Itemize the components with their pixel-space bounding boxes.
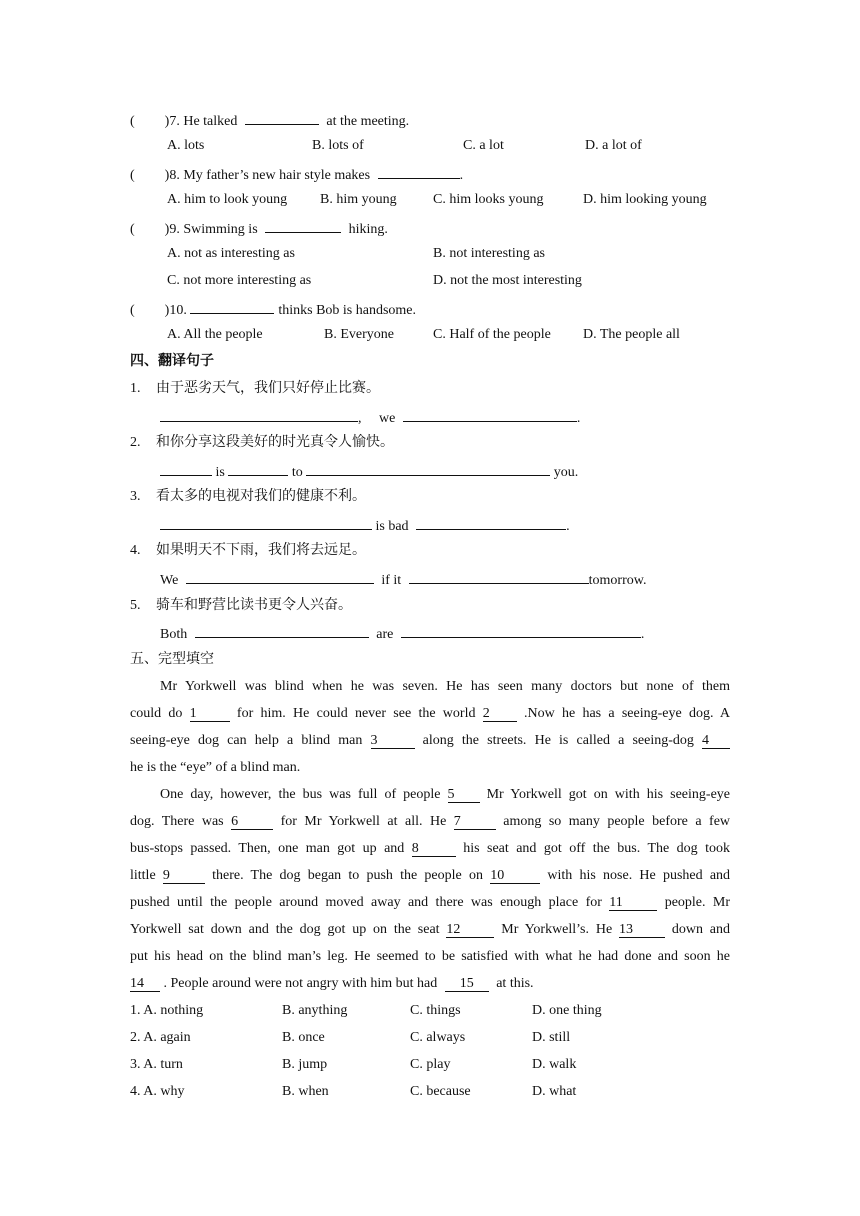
translation-answer-5 [160,623,644,644]
section-title-cloze: 五、完型填空 [130,651,214,667]
question-stem: He talked [183,114,238,129]
answer-word: is [215,465,225,480]
chinese-sentence: 骑车和野营比读书更令人兴奋。 [156,597,352,613]
answer-paren-close: ) [164,114,170,129]
answer-blank[interactable] [160,515,372,530]
question-stem: Swimming is [183,222,258,237]
answer-blank[interactable] [401,623,641,638]
cloze-text: could do [130,706,183,721]
cloze-option: C. always [410,1030,466,1045]
cloze-text: his seat and got off the bus. The dog took [463,841,731,856]
cloze-blank-2[interactable]: 2 [483,707,517,722]
cloze-line: Mr Yorkwell was blind when he was seven. He has seen many doctors but none of them [160,679,730,694]
item-number: 3. [130,489,141,504]
answer-blank[interactable] [245,110,319,125]
answer-blank[interactable] [416,515,566,530]
cloze-option: 3. A. turn [130,1057,183,1072]
cloze-option: B. once [282,1030,325,1045]
answer-blank[interactable] [190,299,274,314]
translation-item-2 [130,433,394,452]
question-8 [130,164,463,185]
answer-word: We [160,573,179,588]
cloze-text: with his nose. He pushed and [547,868,731,883]
translation-item-1 [130,379,380,398]
cloze-text: . People around were not angry with him but had [163,976,438,991]
cloze-option: D. walk [532,1057,577,1072]
cloze-text: Yorkwell sat down and the dog got up on the seat [130,922,440,937]
cloze-text: for him. He could never see the world [236,706,476,721]
question-stem-end: at the meeting. [326,114,410,129]
question-number: 7. [169,114,180,129]
cloze-blank-7[interactable]: 7 [454,815,496,830]
cloze-option: D. one thing [532,1003,602,1018]
cloze-option: 4. A. why [130,1084,185,1099]
answer-paren-open: ( [130,303,135,318]
cloze-blank-5[interactable]: 5 [448,788,480,803]
cloze-option: D. still [532,1030,571,1045]
answer-paren-close: ) [164,168,170,183]
cloze-blank-14[interactable]: 14 [130,977,160,992]
cloze-blank-10[interactable]: 10 [490,869,540,884]
option-c: C. him looks young [433,192,544,207]
cloze-line [130,894,730,912]
question-number: 10. [169,303,187,318]
cloze-option: 2. A. again [130,1030,191,1045]
option-c: C. a lot [463,138,504,153]
answer-blank[interactable] [403,407,577,422]
option-c: C. Half of the people [433,327,551,342]
chinese-sentence: 看太多的电视对我们的健康不利。 [156,488,366,504]
answer-word: , [358,411,362,426]
cloze-line [130,705,730,723]
item-number: 1. [130,381,141,396]
answer-paren-open: ( [130,168,135,183]
question-10 [130,299,416,320]
cloze-text: among so many people before a few [503,814,731,829]
cloze-option: C. play [410,1057,451,1072]
cloze-text: .Now he has a seeing-eye dog. A [524,706,731,721]
answer-blank[interactable] [409,569,589,584]
answer-blank[interactable] [378,164,460,179]
question-number: 8. [169,168,180,183]
answer-word: . [566,519,570,534]
cloze-text: along the streets. He is called a seeing-dog [422,733,694,748]
cloze-option: 1. A. nothing [130,1003,204,1018]
cloze-blank-3[interactable]: 3 [371,734,415,749]
cloze-blank-15[interactable]: 15 [445,977,489,992]
cloze-line: put his head on the blind man’s leg. He seemed to be satisfied with what he had done and soon he [130,949,730,964]
option-a: A. him to look young [167,192,288,207]
question-stem-end: thinks Bob is handsome. [278,303,417,318]
answer-paren-close: ) [164,222,170,237]
answer-word: . [640,627,645,642]
chinese-sentence: 如果明天不下雨，我们将去远足。 [156,542,366,558]
question-number: 9. [169,222,180,237]
question-stem-end: hiking. [348,222,388,237]
cloze-text: pushed until the people around moved away and there was enough place for [130,895,602,910]
option-c: C. not more interesting as [167,273,312,288]
answer-blank[interactable] [186,569,374,584]
answer-blank[interactable] [160,461,212,476]
question-7 [130,110,409,131]
cloze-blank-9[interactable]: 9 [163,869,205,884]
answer-blank[interactable] [306,461,550,476]
option-a: A. All the people [167,327,263,342]
answer-paren-open: ( [130,114,135,129]
cloze-option: C. things [410,1003,461,1018]
answer-word: is bad [375,519,409,534]
cloze-line [130,867,730,885]
cloze-text: dog. There was [130,814,224,829]
option-d: D. not the most interesting [433,273,582,288]
answer-word: Both [160,627,188,642]
translation-answer-4 [160,569,646,590]
cloze-text: bus-stops passed. Then, one man got up and [130,841,405,856]
cloze-line [160,786,730,804]
translation-answer-1 [160,407,580,428]
translation-answer-2 [160,461,578,482]
cloze-text: at this. [496,976,534,991]
answer-word: you. [553,465,579,480]
option-b: B. him young [320,192,397,207]
chinese-sentence: 由于恶劣天气，我们只好停止比赛。 [156,380,380,396]
cloze-text: people. Mr [664,895,730,910]
cloze-line [130,813,730,831]
answer-word: to [291,465,303,480]
cloze-blank-11[interactable]: 11 [609,896,657,911]
cloze-line: he is the “eye” of a blind man. [130,760,301,775]
question-stem-end: . [459,168,464,183]
cloze-text: down and [671,922,731,937]
answer-blank[interactable] [265,218,341,233]
answer-blank[interactable] [160,407,358,422]
chinese-sentence: 和你分享这段美好的时光真令人愉快。 [156,434,394,450]
cloze-blank-1[interactable]: 1 [190,707,230,722]
section-title-translation: 四、翻译句子 [130,353,214,369]
translation-item-5 [130,596,352,615]
answer-blank[interactable] [228,461,288,476]
cloze-line [130,921,730,939]
cloze-line [130,732,730,750]
cloze-option: D. what [532,1084,577,1099]
answer-word: . [576,411,581,426]
cloze-blank-12[interactable]: 12 [446,923,494,938]
cloze-option: B. anything [282,1003,348,1018]
question-stem: My father’s new hair style makes [183,168,371,183]
option-a: A. lots [167,138,205,153]
cloze-blank-8[interactable]: 8 [412,842,456,857]
option-b: B. not interesting as [433,246,545,261]
answer-word: we [379,411,396,426]
translation-item-4 [130,541,366,560]
option-b: B. Everyone [324,327,394,342]
cloze-blank-6[interactable]: 6 [231,815,273,830]
translation-item-3 [130,487,366,506]
cloze-text: Mr Yorkwell’s. He [501,922,613,937]
translation-answer-3 [160,515,570,536]
answer-paren-open: ( [130,222,135,237]
cloze-option: C. because [410,1084,471,1099]
cloze-line [130,840,730,858]
item-number: 5. [130,598,141,613]
cloze-text: for Mr Yorkwell at all. He [280,814,447,829]
cloze-text: seeing-eye dog can help a blind man [130,733,363,748]
cloze-blank-4[interactable]: 4 [702,734,730,749]
answer-word: are [376,627,394,642]
answer-blank[interactable] [195,623,369,638]
cloze-text: little [130,868,156,883]
cloze-option: B. when [282,1084,329,1099]
answer-paren-close: ) [164,303,170,318]
cloze-text: One day, however, the bus was full of people [160,787,441,802]
cloze-text: Mr Yorkwell got on with his seeing-eye [486,787,730,802]
cloze-line [130,975,534,993]
cloze-blank-13[interactable]: 13 [619,923,665,938]
answer-word: tomorrow. [588,573,647,588]
cloze-text: there. The dog began to push the people on [212,868,483,883]
item-number: 2. [130,435,141,450]
option-d: D. The people all [583,327,680,342]
answer-word: if it [381,573,402,588]
question-9 [130,218,388,239]
option-d: D. a lot of [585,138,642,153]
item-number: 4. [130,543,141,558]
option-a: A. not as interesting as [167,246,295,261]
option-b: B. lots of [312,138,364,153]
option-d: D. him looking young [583,192,707,207]
cloze-option: B. jump [282,1057,328,1072]
